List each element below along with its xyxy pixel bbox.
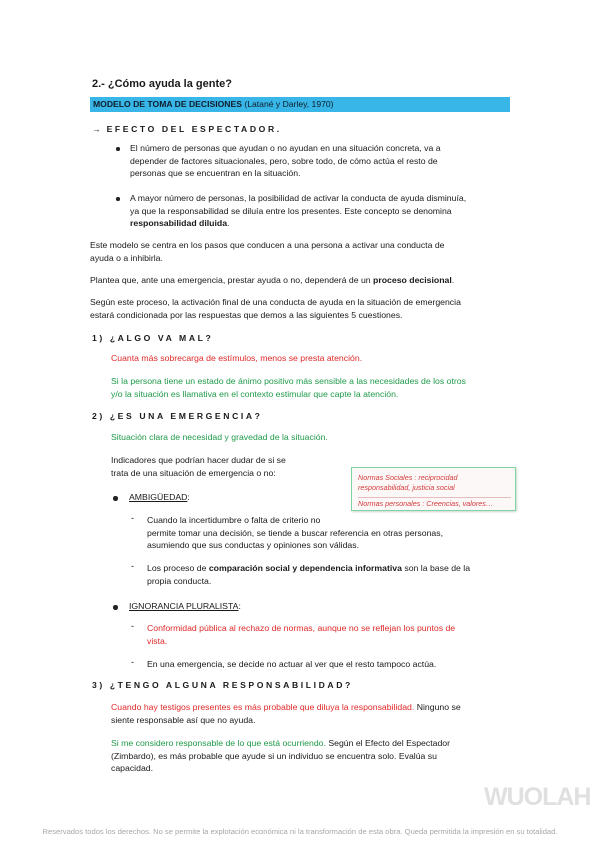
normas-note-box: Normas Sociales : reciprocidad responsabilidad, justicia social Normas personales : Creencias, valores…: [351, 467, 516, 511]
ignorancia-dash-2: En una emergencia, se decide no actuar al ver que el resto tampoco actúa.: [147, 659, 437, 669]
q1-green-note: Si la persona tiene un estado de ánimo positivo más sensible a las necesidades de los otros y/o la situación es llamativa en el contexto estimular que capte la atención.: [111, 376, 466, 399]
efecto-bullet-2: A mayor número de personas, la posibilidad de activar la conducta de ayuda disminuía, ya que la responsabilidad se diluía entre los presentes. Este concepto se denomina responsabilidad diluida.: [130, 193, 467, 229]
wuolah-watermark: WUOLAH: [484, 783, 591, 811]
dash-icon: -: [131, 561, 134, 571]
banner-title: MODELO DE TOMA DE DECISIONES: [93, 99, 242, 109]
arrow-icon: →: [92, 124, 101, 134]
intro-paragraph-2: Plantea que, ante una emergencia, prestar ayuda o no, dependerá de un proceso decisional.: [90, 275, 455, 285]
bullet-icon: [116, 147, 120, 151]
banner-authors: (Latané y Darley, 1970): [241, 99, 334, 109]
dash-icon: -: [131, 513, 134, 523]
ambiguedad-dash-1: Cuando la incertidumbre o falta de criterio no permite tomar una decisión, se tiende a buscar referencia en otras personas, asumiendo que sus conductas y opiniones son válidas.: [147, 515, 444, 551]
bullet-icon: [116, 197, 120, 201]
ambiguedad-label: AMBIGÜEDAD:: [129, 492, 190, 502]
bullet-icon: [113, 496, 118, 501]
efecto-bullet-1: El número de personas que ayudan o no ayudan en una situación concreta, va a depender de factores situacionales, pero, sobre todo, de cómo actúa el resto de personas que se encuentran en la situación.: [130, 143, 441, 179]
intro-paragraph-3: Según este proceso, la activación final de una conducta de ayuda en la situación de emergencia estará condicionada por las respuestas que demos a las siguientes 5 cuestiones.: [90, 297, 461, 320]
model-banner: [90, 97, 510, 112]
q3-paragraph-1: Cuando hay testigos presentes es más probable que diluya la responsabilidad. Ninguno se siente responsable así que no ayuda.: [111, 702, 461, 725]
ambiguedad-dash-2: Los proceso de comparación social y dependencia informativa son la base de la propia conducta.: [147, 563, 471, 586]
intro-paragraph-1: Este modelo se centra en los pasos que conducen a una persona a activar una conducta de ayuda o a inhibirla.: [90, 240, 445, 263]
dash-icon: -: [131, 657, 134, 667]
q2-indicators: Indicadores que podrían hacer dudar de si se trata de una situación de emergencia o no:: [111, 455, 286, 478]
section-heading: 2.- ¿Cómo ayuda la gente?: [92, 78, 232, 90]
question-1-heading: 1) ¿ALGO VA MAL?: [92, 333, 214, 343]
bullet-icon: [113, 605, 118, 610]
efecto-espectador-heading: → EFECTO DEL ESPECTADOR.: [92, 124, 282, 134]
footer-copyright: Reservados todos los derechos. No se permite la explotación económica ni la transformación de esta obra. Queda permitida la impresión en su totalidad.: [42, 827, 558, 836]
ignorancia-label: IGNORANCIA PLURALISTA:: [129, 601, 241, 611]
question-2-heading: 2) ¿ES UNA EMERGENCIA?: [92, 411, 263, 421]
question-3-heading: 3) ¿TENGO ALGUNA RESPONSABILIDAD?: [92, 680, 353, 690]
dash-icon: -: [131, 621, 134, 631]
q3-paragraph-2: Si me considero responsable de lo que está ocurriendo. Según el Efecto del Espectador (Zimbardo), es más probable que ayude si un individuo se encuentra solo. Evalúa su capacidad.: [111, 738, 451, 774]
ignorancia-dash-1: Conformidad pública al rechazo de normas, aunque no se reflejan los puntos de vista.: [147, 623, 456, 646]
q1-red-note: Cuanta más sobrecarga de estímulos, menos se presta atención.: [111, 353, 363, 363]
q2-green-note: Situación clara de necesidad y gravedad de la situación.: [111, 432, 328, 442]
